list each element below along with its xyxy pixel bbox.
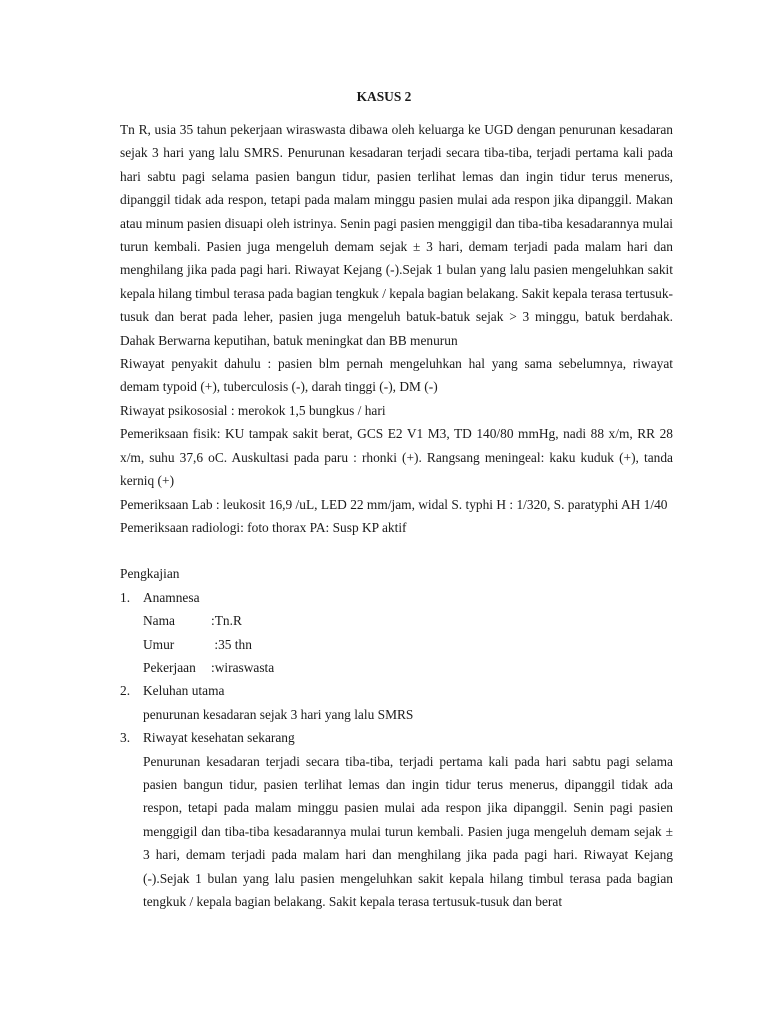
paragraph-spacer [120, 539, 673, 562]
field-label: Nama [143, 613, 175, 629]
anamnesa-row-pekerjaan [143, 656, 673, 679]
list-item-riwayat-kesehatan-sekarang [120, 726, 673, 913]
physical-exam-paragraph: Pemeriksaan fisik: KU tampak sakit berat, GCS E2 V1 M3, TD 140/80 mmHg, nadi 88 x/m, RR 28 x/m, suhu 37,6 oC. Auskultasi pada paru : rhonki (+). Rangsang meningeal: kaku kuduk (+), tanda kerniq (+) [120, 426, 673, 489]
pengkajian-heading: Pengkajian [120, 566, 180, 582]
radiology-exam-paragraph: Pemeriksaan radiologi: foto thorax PA: Susp KP aktif [120, 519, 407, 535]
list-number: 2. [120, 683, 131, 699]
anamnesa-row-nama [143, 609, 673, 632]
list-number: 1. [120, 589, 131, 605]
case-narrative-paragraph: Tn R, usia 35 tahun pekerjaan wiraswasta dibawa oleh keluarga ke UGD dengan penurunan kesadaran sejak 3 hari yang lalu SMRS. Penurunan kesadaran terjadi secara tiba-tiba, terjadi pertama kali pada hari sabtu pagi selama pasien bangun tidur, pasien terlihat lemas dan ingin tidur terus menerus, dipanggil tidak ada respon, tetapi pada malam minggu pasien mulai ada respon jika dipanggil. Makan atau minum pasien disuapi oleh istrinya. Senin pagi pasien menggigil dan tiba-tiba kesadarannya mulai turun kembali. Pasien juga mengeluh demam sejak ± 3 hari, demam terjadi pada malam hari dan menghilang jika pada pagi hari. Riwayat Kejang (-).Sejak 1 bulan yang lalu pasien mengeluhkan sakit kepala hilang timbul terasa pada bagian tengkuk / kepala bagian belakang. Sakit kepala terasa tertusuk-tusuk dan berat pada leher, pasien juga mengeluh batuk-batuk sejak > 3 minggu, batuk berdahak. Dahak Berwarna keputihan, batuk meningkat dan BB menurun [120, 122, 673, 348]
field-value: :35 thn [211, 636, 252, 652]
list-item-label: Anamnesa [143, 589, 200, 605]
document-body [120, 118, 673, 913]
list-item-anamnesa [120, 586, 673, 680]
document-title: KASUS 2 [356, 89, 412, 104]
list-item-label: Riwayat kesehatan sekarang [143, 730, 295, 746]
lab-exam-paragraph: Pemeriksaan Lab : leukosit 16,9 /uL, LED 22 mm/jam, widal S. typhi H : 1/320, S. paratyphi AH 1/40 [120, 496, 668, 512]
field-label: Umur [143, 636, 175, 652]
field-value: :wiraswasta [211, 659, 275, 675]
list-item-text: Penurunan kesadaran terjadi secara tiba-tiba, terjadi pertama kali pada hari sabtu pagi selama pasien bangun tidur, pasien terlihat lemas dan ingin tidur terus menerus, dipanggil tidak ada respon, tetapi pada malam minggu pasien mulai ada respon jika dipanggil. Senin pagi pasien menggigil dan tiba-tiba kesadarannya mulai turun kembali. Pasien juga mengeluh demam sejak ± 3 hari, demam terjadi pada malam hari dan menghilang jika pada pagi hari. Riwayat Kejang (-).Sejak 1 bulan yang lalu pasien mengeluhkan sakit kepala hilang timbul terasa pada bagian tengkuk / kepala bagian belakang. Sakit kepala terasa tertusuk-tusuk dan berat [143, 753, 673, 909]
field-value: :Tn.R [211, 613, 242, 629]
field-label: Pekerjaan [143, 659, 196, 675]
past-history-paragraph: Riwayat penyakit dahulu : pasien blm pernah mengeluhkan hal yang sama sebelumnya, riwayat demam typoid (+), tuberculosis (-), darah tinggi (-), DM (-) [120, 356, 673, 395]
list-number: 3. [120, 730, 131, 746]
pengkajian-list [120, 586, 673, 914]
anamnesa-row-umur [143, 633, 673, 656]
list-item-label: Keluhan utama [143, 683, 225, 699]
list-item-text: penurunan kesadaran sejak 3 hari yang lalu SMRS [143, 706, 414, 722]
psychosocial-history-paragraph: Riwayat psikososial : merokok 1,5 bungkus / hari [120, 402, 386, 418]
list-item-keluhan-utama [120, 679, 673, 726]
